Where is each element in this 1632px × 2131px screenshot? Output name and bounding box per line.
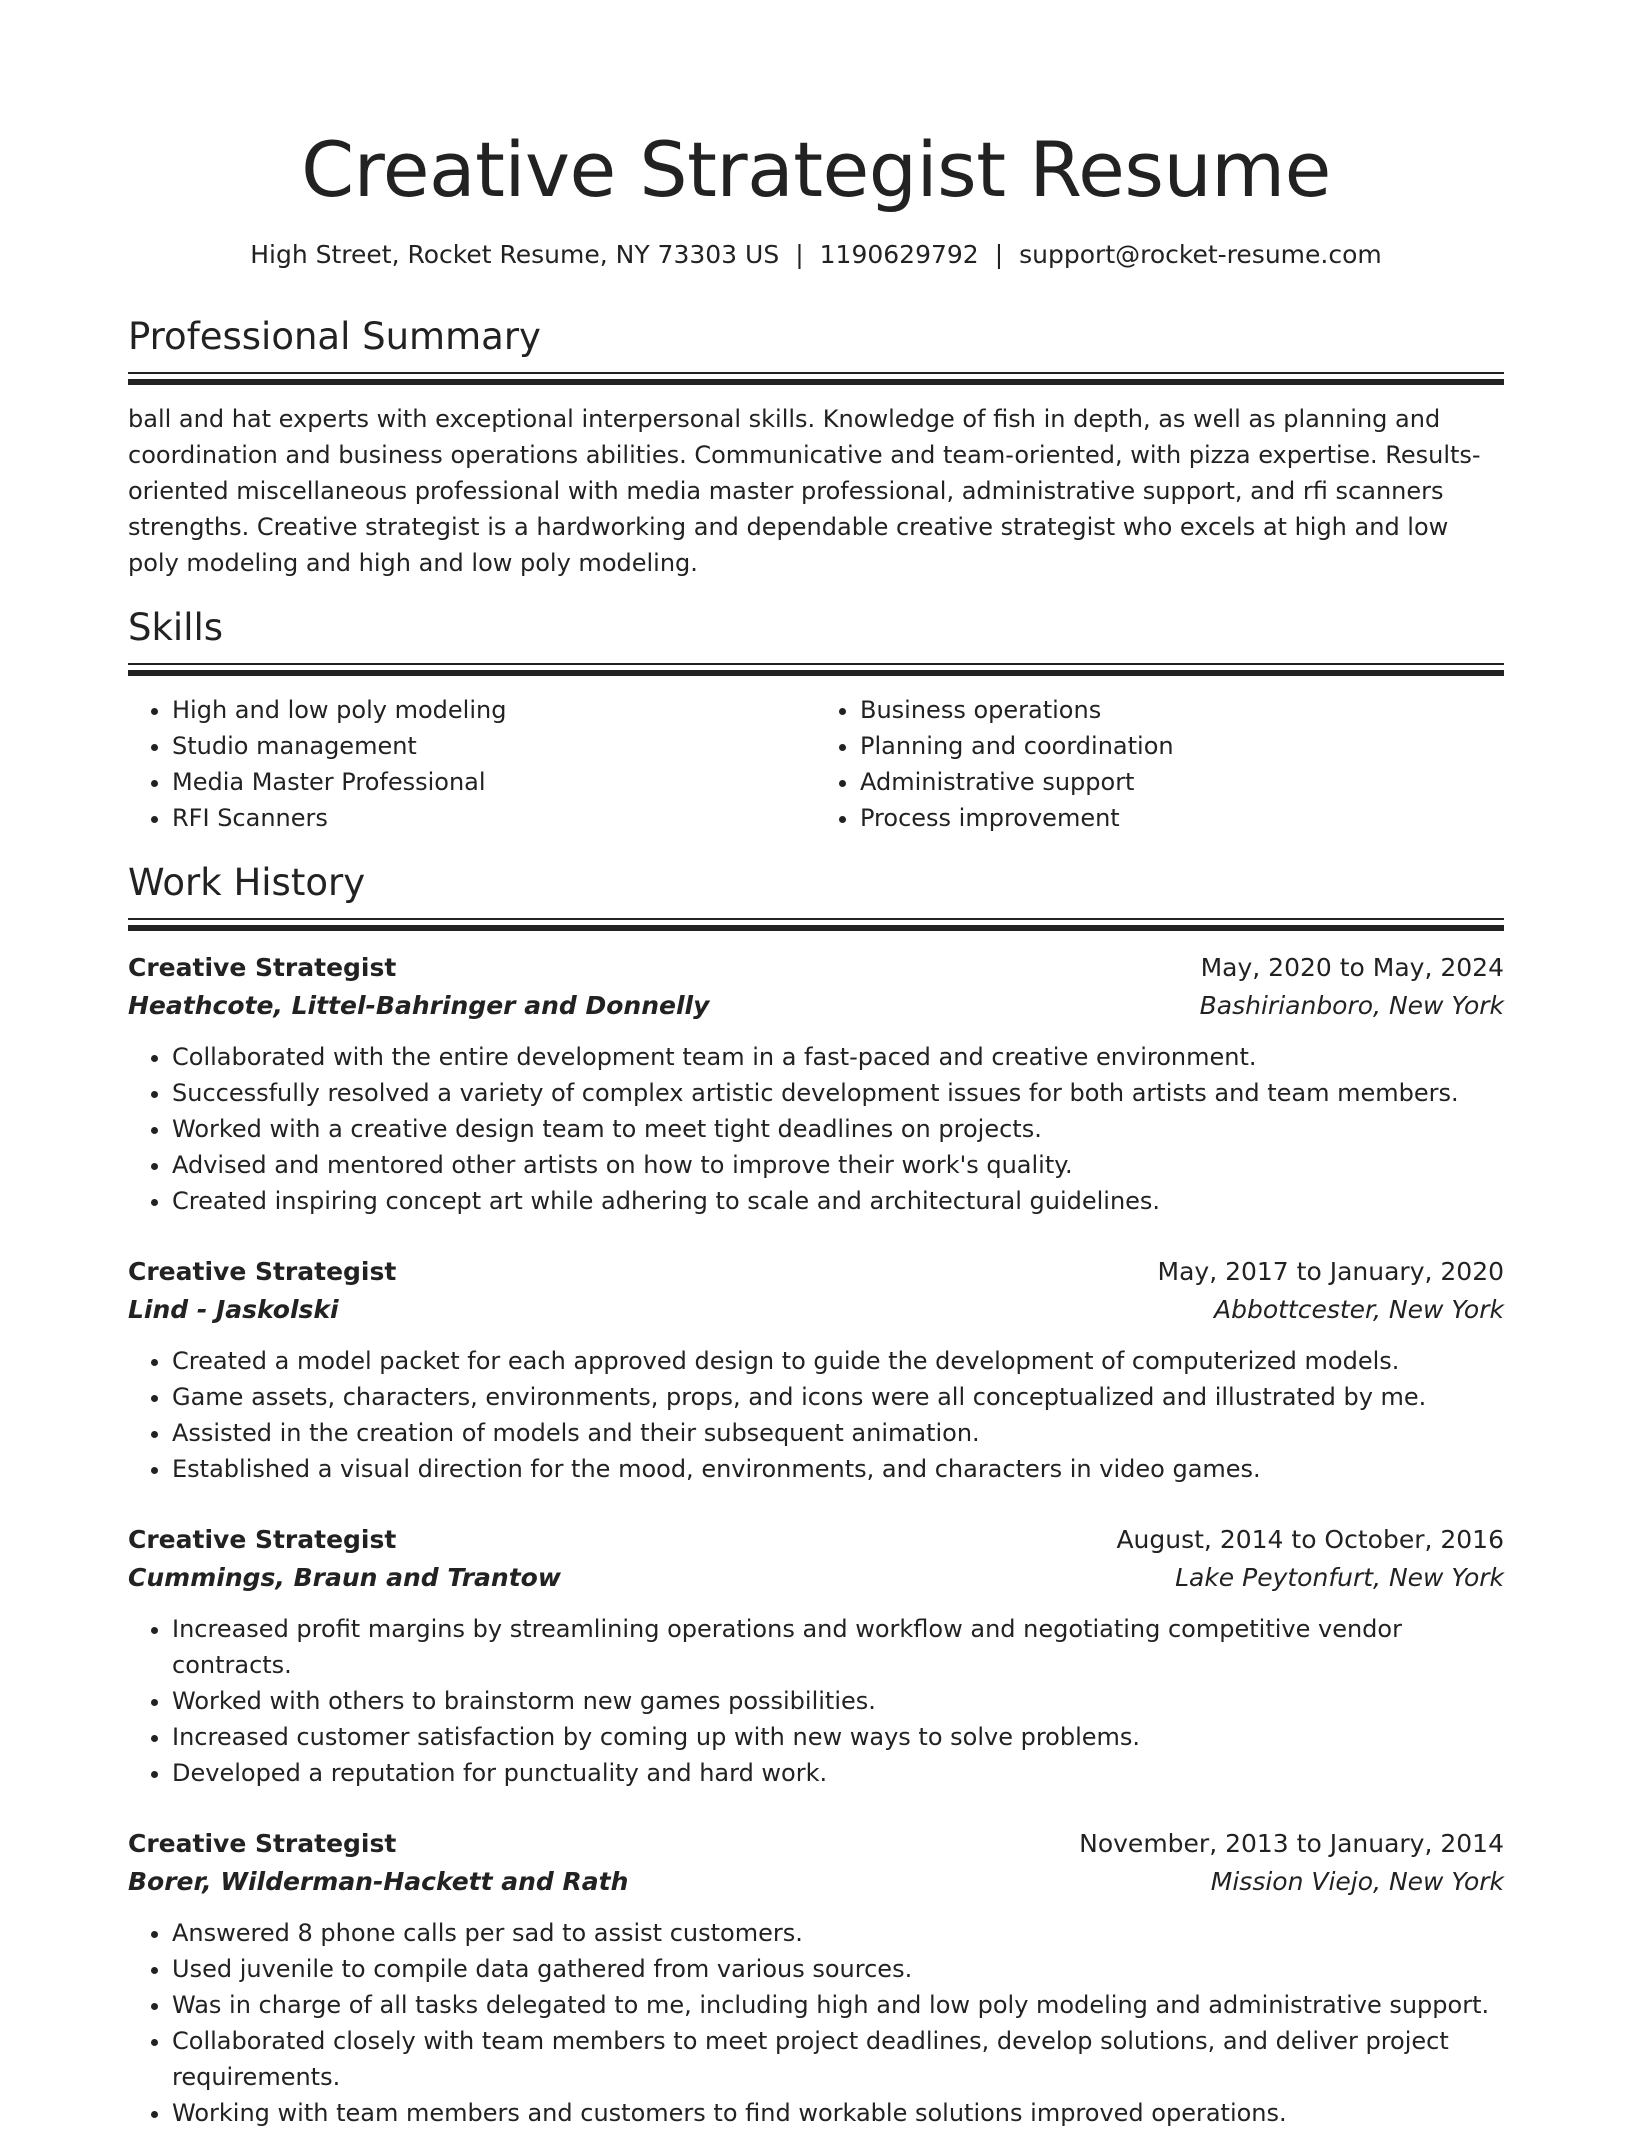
job-entry xyxy=(128,949,1504,1219)
summary-section xyxy=(128,314,1504,581)
job-header xyxy=(128,949,1504,987)
skill-item: • Administrative support xyxy=(860,764,1504,800)
summary-text: ball and hat experts with exceptional interpersonal skills. Knowledge of fish in depth, as well as planning and coordination and business operations abilities. Communicative and team-oriented, with pizza expertise. Results-oriented miscellaneous professional with media master professional, administrative support, and rfi scanners strengths. Creative strategist is a hardworking and dependable creative strategist who excels at high and low poly modeling and high and low poly modeling. xyxy=(128,405,1481,577)
contact-address: High Street, Rocket Resume, NY 73303 US xyxy=(250,240,780,269)
job-dates: November, 2013 to January, 2014 xyxy=(1079,1829,1504,1858)
job-bullet: • Established a visual direction for the mood, environments, and characters in video games. xyxy=(172,1451,1504,1487)
contact-line xyxy=(128,238,1504,272)
job-entry xyxy=(128,1825,1504,2131)
job-bullets xyxy=(128,1915,1504,2131)
summary-heading: Professional Summary xyxy=(128,315,541,358)
skills-section xyxy=(128,605,1504,836)
job-header xyxy=(128,1521,1504,1559)
contact-email[interactable]: support@rocket-resume.com xyxy=(1019,240,1382,269)
skill-item: • Studio management xyxy=(172,728,816,764)
page-title: Creative Strategist Resume xyxy=(301,125,1331,214)
job-header xyxy=(128,1825,1504,1863)
job-bullet: • Worked with a creative design team to meet tight deadlines on projects. xyxy=(172,1111,1504,1147)
job-subheader xyxy=(128,1559,1504,1597)
job-bullet: • Created inspiring concept art while adhering to scale and architectural guidelines. xyxy=(172,1183,1504,1219)
job-bullet: • Was in charge of all tasks delegated to me, including high and low poly modeling and administrative support. xyxy=(172,1987,1504,2023)
job-company: Cummings, Braun and Trantow xyxy=(128,1563,561,1592)
job-location: Lake Peytonfurt, New York xyxy=(1175,1563,1504,1592)
job-company: Heathcote, Littel-Bahringer and Donnelly xyxy=(128,991,710,1020)
job-subheader xyxy=(128,1291,1504,1329)
job-bullet: • Game assets, characters, environments, props, and icons were all conceptualized and illustrated by me. xyxy=(172,1379,1504,1415)
job-entry xyxy=(128,1521,1504,1791)
job-bullet: • Advised and mentored other artists on how to improve their work's quality. xyxy=(172,1147,1504,1183)
section-divider-thick xyxy=(128,670,1504,676)
section-divider-thin xyxy=(128,918,1504,920)
section-divider-thick xyxy=(128,925,1504,931)
section-divider-thick xyxy=(128,379,1504,385)
job-location: Abbottcester, New York xyxy=(1213,1295,1504,1324)
job-subheader xyxy=(128,987,1504,1025)
skill-item: • High and low poly modeling xyxy=(172,692,816,728)
job-company: Borer, Wilderman-Hackett and Rath xyxy=(128,1867,629,1896)
contact-separator: | xyxy=(795,240,804,269)
job-bullet: • Created a model packet for each approved design to guide the development of computerized models. xyxy=(172,1343,1504,1379)
job-subheader xyxy=(128,1863,1504,1901)
job-bullets xyxy=(128,1611,1504,1791)
section-divider-thin xyxy=(128,372,1504,374)
job-bullet: • Worked with others to brainstorm new games possibilities. xyxy=(172,1683,1504,1719)
job-bullet: • Assisted in the creation of models and their subsequent animation. xyxy=(172,1415,1504,1451)
job-title: Creative Strategist xyxy=(128,953,397,982)
job-bullets xyxy=(128,1039,1504,1219)
work-section xyxy=(128,860,1504,2131)
contact-separator: | xyxy=(994,240,1004,269)
job-bullet: • Collaborated with the entire development team in a fast-paced and creative environment. xyxy=(172,1039,1504,1075)
job-title: Creative Strategist xyxy=(128,1257,397,1286)
job-location: Bashirianboro, New York xyxy=(1199,991,1504,1020)
section-divider-thin xyxy=(128,663,1504,665)
job-entry xyxy=(128,1253,1504,1487)
job-bullets xyxy=(128,1343,1504,1487)
job-dates: May, 2017 to January, 2020 xyxy=(1157,1257,1504,1286)
skills-list-left xyxy=(128,692,816,836)
job-bullet: • Successfully resolved a variety of complex artistic development issues for both artists and team members. xyxy=(172,1075,1504,1111)
job-dates: August, 2014 to October, 2016 xyxy=(1116,1525,1504,1554)
skill-item: • RFI Scanners xyxy=(172,800,816,836)
contact-phone: 1190629792 xyxy=(819,240,979,269)
job-company: Lind - Jaskolski xyxy=(128,1295,339,1324)
skills-columns xyxy=(128,692,1504,836)
job-bullet: • Working with team members and customers to find workable solutions improved operations. xyxy=(172,2095,1504,2131)
job-bullet: • Developed a reputation for punctuality and hard work. xyxy=(172,1755,1504,1791)
skill-item: • Business operations xyxy=(860,692,1504,728)
job-title: Creative Strategist xyxy=(128,1525,397,1554)
job-bullet: • Collaborated closely with team members to meet project deadlines, develop solutions, and deliver project requirements. xyxy=(172,2023,1504,2095)
job-dates: May, 2020 to May, 2024 xyxy=(1200,953,1504,982)
job-bullet: • Used juvenile to compile data gathered from various sources. xyxy=(172,1951,1504,1987)
skills-heading: Skills xyxy=(128,606,224,649)
job-header xyxy=(128,1253,1504,1291)
job-location: Mission Viejo, New York xyxy=(1210,1867,1504,1896)
job-bullet: • Increased customer satisfaction by coming up with new ways to solve problems. xyxy=(172,1719,1504,1755)
work-heading: Work History xyxy=(128,861,366,904)
skill-item: • Media Master Professional xyxy=(172,764,816,800)
skill-item: • Planning and coordination xyxy=(860,728,1504,764)
job-bullet: • Answered 8 phone calls per sad to assist customers. xyxy=(172,1915,1504,1951)
job-title: Creative Strategist xyxy=(128,1829,397,1858)
job-bullet: • Increased profit margins by streamlining operations and workflow and negotiating competitive vendor contracts. xyxy=(172,1611,1504,1683)
skill-item: • Process improvement xyxy=(860,800,1504,836)
skills-list-right xyxy=(816,692,1504,836)
